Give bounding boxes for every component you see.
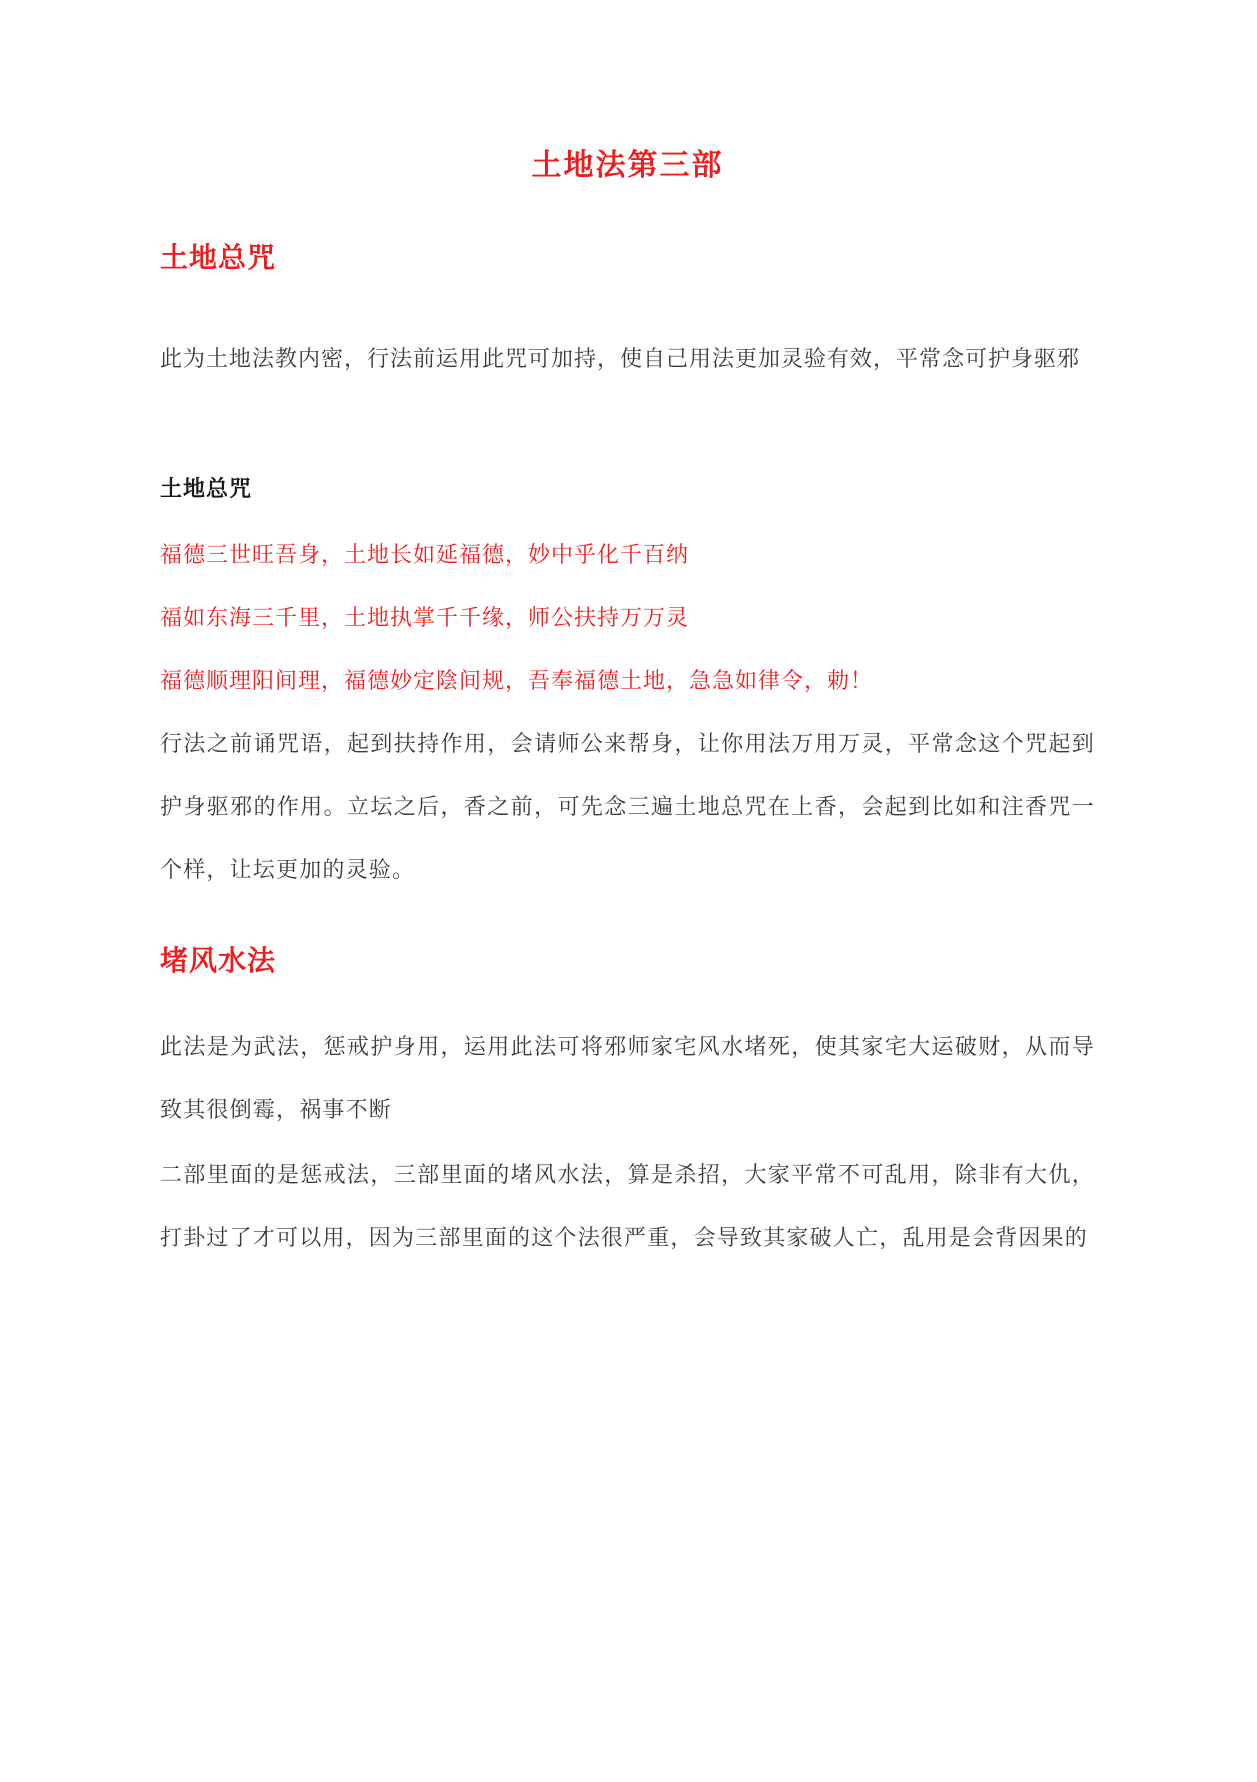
incantation-line: 福德三世旺吾身，土地长如延福德，妙中乎化千百纳 xyxy=(160,542,690,567)
incantation-line: 福如东海三千里，土地执掌千千缘，师公扶持万万灵 xyxy=(160,605,690,630)
section-heading-earth-mantra: 土地总咒 xyxy=(160,242,277,273)
section-heading-block-fengshui: 堵风水法 xyxy=(160,945,277,976)
block-fengshui-paragraph: 此法是为武法，惩戒护身用，运用此法可将邪师家宅风水堵死，使其家宅大运破财，从而导致其很倒霉，祸事不断 xyxy=(160,1034,1095,1122)
incantation-block xyxy=(160,523,1095,712)
section-earth-mantra xyxy=(160,236,1095,901)
document-title: 土地法第三部 xyxy=(531,149,724,182)
earth-mantra-body: 行法之前诵咒语，起到扶持作用，会请师公来帮身，让你用法万用万灵，平常念这个咒起到护身驱邪的作用。立坛之后，香之前，可先念三遍土地总咒在上香，会起到比如和注香咒一个样，让坛更加的灵验。 xyxy=(160,731,1095,882)
earth-mantra-intro: 此为土地法教内密，行法前运用此咒可加持，使自己用法更加灵验有效，平常念可护身驱邪 xyxy=(160,346,1081,371)
section-block-fengshui xyxy=(160,939,1095,1269)
incantation-line: 福德顺理阳间理，福德妙定陰间规，吾奉福德土地，急急如律令，勅！ xyxy=(160,668,874,693)
block-fengshui-paragraph: 二部里面的是惩戒法，三部里面的堵风水法，算是杀招，大家平常不可乱用，除非有大仇，打卦过了才可以用，因为三部里面的这个法很严重，会导致其家破人亡，乱用是会背因果的 xyxy=(160,1162,1095,1250)
earth-mantra-subheading: 土地总咒 xyxy=(160,476,253,501)
